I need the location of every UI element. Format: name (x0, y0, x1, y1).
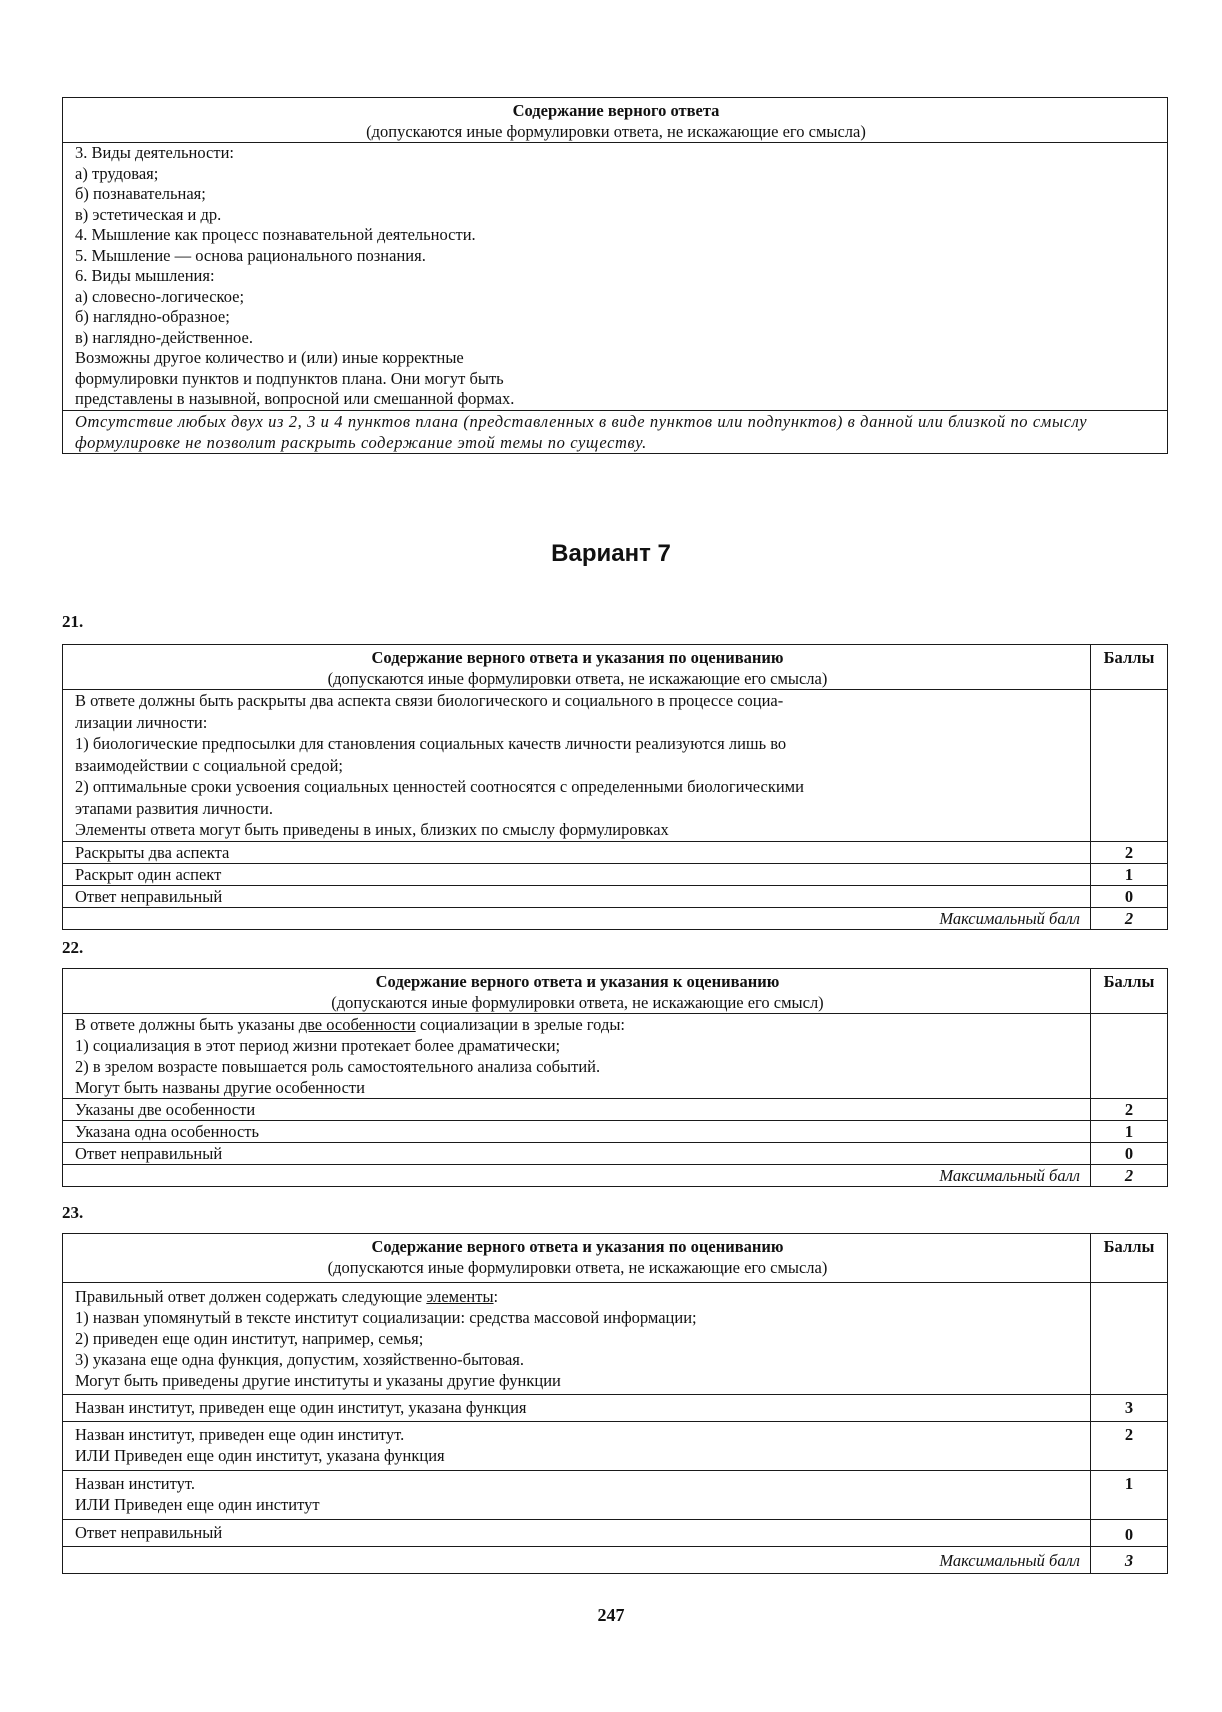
answer-content (63, 143, 1168, 411)
content-line: лизации личности: (75, 712, 208, 732)
question-number: 23. (62, 1203, 84, 1222)
question-number: 22. (62, 938, 84, 957)
criteria-line: ИЛИ Приведен еще один институт (75, 1495, 320, 1514)
criteria-points: 1 (1091, 1121, 1168, 1143)
content-line: Могут быть приведены другие институты и указаны другие функции (75, 1371, 561, 1390)
intro-text: В ответе должны быть указаны (75, 1015, 299, 1034)
criteria-line: Ответ неправильный (75, 1523, 223, 1542)
criteria-points: 1 (1091, 863, 1168, 885)
criteria-row (63, 1395, 1168, 1422)
answer-content (63, 690, 1091, 842)
content-line: этапами развития личности. (75, 798, 273, 818)
table-header (63, 1234, 1091, 1283)
content-line: в) эстетическая и др. (75, 204, 222, 224)
criteria-row (63, 1099, 1168, 1121)
content-line: Возможны другое количество и (или) иные корректные (75, 348, 464, 367)
content-line: 6. Виды мышления: (75, 266, 215, 285)
criteria-row (63, 1471, 1168, 1520)
content-line: В ответе должны быть раскрыты два аспекта связи биологического и социального в процессе социа- (75, 691, 784, 710)
criteria-line: ИЛИ Приведен еще один институт, указана функция (75, 1446, 445, 1465)
criteria-row (63, 885, 1168, 907)
criteria-row (63, 841, 1168, 863)
criteria-points: 0 (1091, 1520, 1168, 1547)
max-score-row (63, 907, 1168, 929)
content-line: б) наглядно-образное; (75, 307, 230, 326)
max-score-label: Максимальный балл (63, 907, 1091, 929)
criteria-line: Назван институт, приведен еще один институт. (75, 1425, 405, 1444)
criteria-points: 2 (1091, 1422, 1168, 1471)
question-number: 21. (62, 612, 84, 631)
table-header (63, 645, 1091, 690)
criteria-label: Раскрыты два аспекта (63, 841, 1091, 863)
header-subtitle: (допускаются иные формулировки ответа, не искажающие его смысла) (327, 669, 828, 688)
criteria-label (63, 1471, 1091, 1520)
content-line: в) наглядно-действенное. (75, 327, 253, 347)
criteria-line: Назван институт, приведен еще один институт, указана функция (75, 1398, 527, 1417)
content-line: б) познавательная; (75, 184, 206, 203)
content-line: а) трудовая; (75, 163, 159, 183)
criteria-points: 0 (1091, 885, 1168, 907)
criteria-label (63, 1520, 1091, 1547)
max-score-row (63, 1165, 1168, 1187)
points-empty (1091, 1014, 1168, 1099)
answer-content (63, 1014, 1091, 1099)
content-line: 4. Мышление как процесс познавательной деятельности. (75, 225, 476, 244)
criteria-row (63, 1121, 1168, 1143)
intro-underlined: две особенности (298, 1015, 416, 1034)
table-header (63, 969, 1091, 1014)
content-line: 2) приведен еще один институт, например, семья; (75, 1329, 424, 1348)
max-score-row (63, 1547, 1168, 1574)
question-22-table (62, 968, 1168, 1187)
criteria-line: Назван институт. (75, 1474, 195, 1493)
table-header (63, 98, 1168, 143)
criteria-points: 3 (1091, 1395, 1168, 1422)
header-title: Содержание верного ответа и указания по оцениванию (371, 648, 784, 667)
points-empty (1091, 690, 1168, 842)
content-line: Могут быть названы другие особенности (75, 1078, 365, 1097)
header-subtitle: (допускаются иные формулировки ответа, не искажающие его смысла) (366, 122, 866, 141)
points-column-header: Баллы (1091, 645, 1168, 690)
content-line: 2) в зрелом возрасте повышается роль самостоятельного анализа событий. (75, 1057, 601, 1076)
criteria-label: Ответ неправильный (63, 885, 1091, 907)
max-score-value: 2 (1091, 1165, 1168, 1187)
points-column-header: Баллы (1091, 1234, 1168, 1283)
content-line: 3) указана еще одна функция, допустим, хозяйственно-бытовая. (75, 1350, 525, 1369)
header-subtitle: (допускаются иные формулировки ответа, не искажающие его смысл) (331, 993, 824, 1012)
criteria-label: Указаны две особенности (63, 1099, 1091, 1121)
criteria-points: 1 (1091, 1471, 1168, 1520)
criteria-label: Указана одна особенность (63, 1121, 1091, 1143)
content-line: а) словесно-логическое; (75, 286, 245, 306)
header-title: Содержание верного ответа и указания по оцениванию (371, 1237, 784, 1256)
points-column-header: Баллы (1091, 969, 1168, 1014)
criteria-points: 2 (1091, 1099, 1168, 1121)
criteria-row (63, 863, 1168, 885)
max-score-label: Максимальный балл (63, 1165, 1091, 1187)
max-score-value: 2 (1091, 907, 1168, 929)
content-intro (75, 1286, 1080, 1307)
max-score-label: Максимальный балл (63, 1547, 1091, 1574)
criteria-label: Ответ неправильный (63, 1143, 1091, 1165)
criteria-points: 0 (1091, 1143, 1168, 1165)
answer-content (63, 1283, 1091, 1395)
content-line: формулировки пунктов и подпунктов плана. Они могут быть (75, 368, 504, 388)
intro-text: : (493, 1287, 499, 1306)
content-line: 1) социализация в этот период жизни протекает более драматически; (75, 1036, 561, 1055)
header-title: Содержание верного ответа (512, 101, 720, 120)
answer-table-continued (62, 97, 1168, 454)
content-line: 5. Мышление — основа рационального познания. (75, 245, 426, 265)
question-21-table (62, 644, 1168, 930)
criteria-row (63, 1520, 1168, 1547)
criteria-label (63, 1422, 1091, 1471)
intro-text: Правильный ответ должен содержать следующие (75, 1287, 427, 1306)
content-intro (75, 1014, 1080, 1035)
page-number: 247 (597, 1605, 625, 1625)
content-line: Элементы ответа могут быть приведены в иных, близких по смыслу формулировках (75, 820, 669, 839)
max-score-value: 3 (1091, 1547, 1168, 1574)
criteria-row (63, 1422, 1168, 1471)
content-line: 1) назван упомянутый в тексте институт социализации: средства массовой информации; (75, 1308, 697, 1327)
intro-underlined: элементы (426, 1287, 494, 1306)
assessment-note: Отсутствие любых двух из 2, 3 и 4 пунктов плана (представленных в виде пунктов или подпунктов) в данной или близкой по смыслу формулировке не позволит раскрыть содержание этой темы по существу. (63, 410, 1168, 453)
intro-text: социализации в зрелые годы: (415, 1015, 626, 1034)
criteria-label: Раскрыт один аспект (63, 863, 1091, 885)
variant-title: Вариант 7 (551, 540, 671, 567)
content-line: 1) биологические предпосылки для становления социальных качеств личности реализуются лишь во (75, 734, 787, 753)
header-title: Содержание верного ответа и указания к оцениванию (375, 972, 780, 991)
question-23-table (62, 1233, 1168, 1574)
points-empty (1091, 1283, 1168, 1395)
criteria-row (63, 1143, 1168, 1165)
content-line: 2) оптимальные сроки усвоения социальных ценностей соотносятся с определенными биологическими (75, 777, 804, 796)
content-line: 3. Виды деятельности: (75, 143, 234, 162)
header-subtitle: (допускаются иные формулировки ответа, не искажающие его смысла) (327, 1258, 828, 1277)
criteria-label (63, 1395, 1091, 1422)
criteria-points: 2 (1091, 841, 1168, 863)
content-line: представлены в назывной, вопросной или смешанной формах. (75, 389, 515, 408)
content-line: взаимодействии с социальной средой; (75, 755, 344, 775)
